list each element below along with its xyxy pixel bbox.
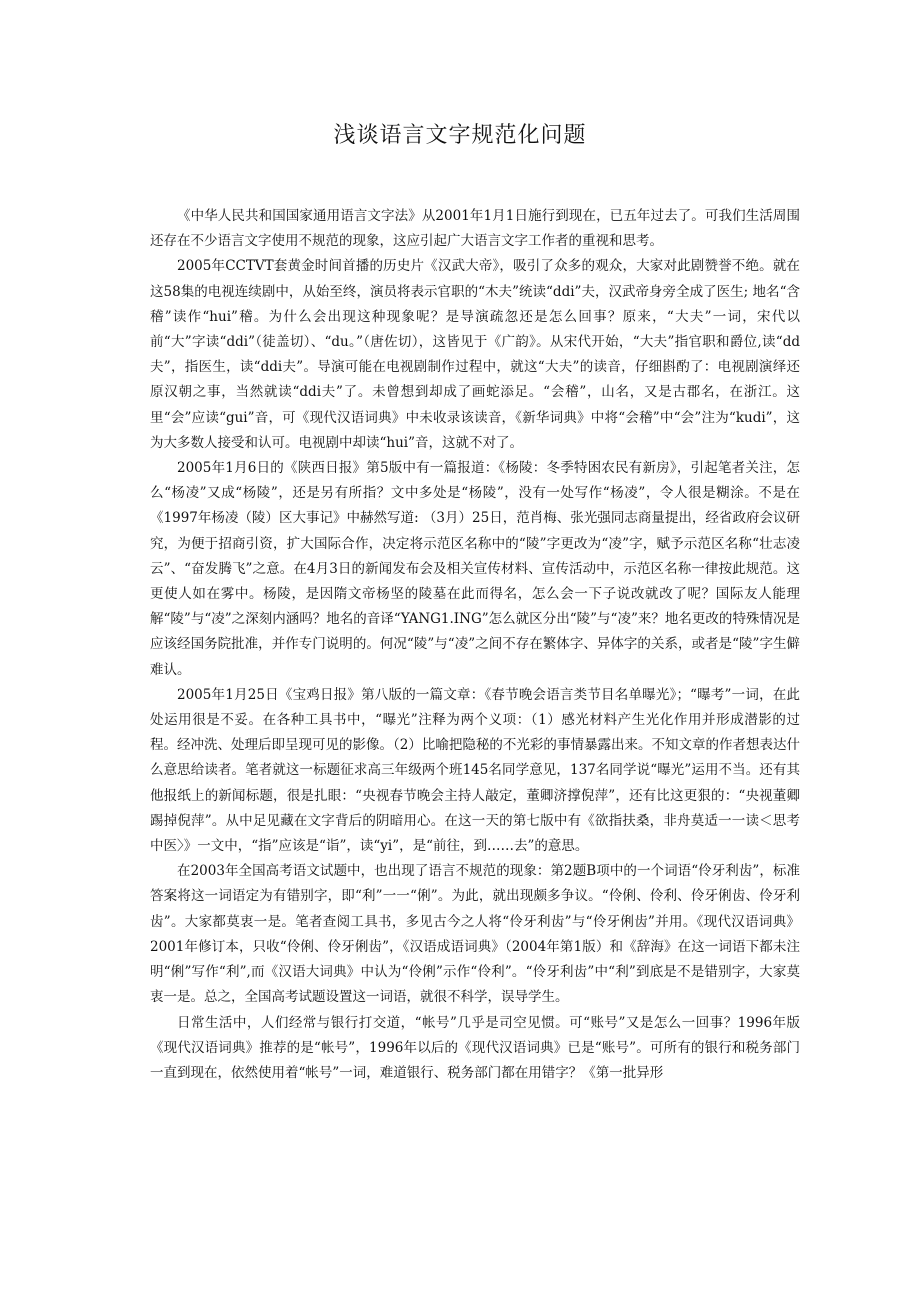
paragraph: 2005年CCTVT套黄金时间首播的历史片《汉武大帝》，吸引了众多的观众，大家对此剧赞誉不绝。就在这58集的电视连续剧中，从始至终，演员将表示官职的“木夫”统读“ddi”夫，汉武帝身旁全成了医生; 地名“含稽”读作“hui”稽。为什么会出现这种现象呢？是导演疏忽还是怎么回事？原来，“大夫”一词，宋代以前“大”字读“ddi”（徒盖切）、“du。”（唐佐切），这皆见于《广韵》。从宋代开始，“大夫”指官职和爵位,读“dd夫”，指医生，读“ddi夫”。导演可能在电视剧制作过程中，就这“大夫”的读音，仔细斟酌了：电视剧演绎还原汉朝之事，当然就读“ddi夫”了。未曾想到却成了画蛇添足。“会稽”，山名，又是古郡名，在浙江。这里“会”应读“gui”音，可《现代汉语词典》中未收录该读音，《新华词典》中将“会稽”中“会”注为“kudi”，这为大多数人接受和认可。电视剧中却读“hui”音，这就不对了。: [150, 258, 800, 451]
document-body: [150, 204, 800, 1086]
paragraph: 日常生活中，人们经常与银行打交道，“帐号”几乎是司空见惯。可“账号”又是怎么一回事？1996年版《现代汉语词典》推荐的是“帐号”，1996年以后的《现代汉语词典》已是“账号”。可所有的银行和税务部门一直到现在，依然使用着“帐号”一词，难道银行、税务部门都在用错字？《第一批异形: [150, 1014, 800, 1081]
paragraph: 2005年1月25日《宝鸡日报》第八版的一篇文章：《春节晚会语言类节目名单曝光》；“曝考”一词，在此处运用很是不妥。在各种工具书中，“曝光”注释为两个义项：（1）感光材料产生光化作用并形成潜影的过程。经冲洗、处理后即呈现可见的影像。（2）比喻把隐秘的不光彩的事情暴露出来。不知文章的作者想表达什么意思给读者。笔者就这一标题征求高三年级两个班145名同学意见，137名同学说“曝光”运用不当。还有其他报纸上的新闻标题，很是扎眼：“央视春节晚会主持人敲定，董卿济撑倪萍”，还有比这更狠的：“央视董卿踢掉倪萍”。从中足见藏在文字背后的阴暗用心。在这一天的第七版中有《欲指扶桑，非舟莫适一一读＜思考中医〉》一文中，“指”应该是“诣”，读“yi”，是“前往，到……去”的意思。: [150, 686, 800, 855]
paragraph: 《中华人民共和国国家通用语言文字法》从2001年1月1日施行到现在，已五年过去了。可我们生活周围还存在不少语言文字使用不规范的现象，这应引起广大语言文字工作者的重视和思考。: [150, 208, 800, 250]
paragraph: 在2003年全国高考语文试题中，也出现了语言不规范的现象：第2题B项中的一个词语“伶牙利齿”，标准答案将这一词语定为有错别字，即“利”一一“俐”。为此，就出现颇多争议。“伶俐、伶利、伶牙俐齿、伶牙利齿”。大家都莫衷一是。笔者查阅工具书，多见古今之人将“伶牙利齿”与“伶牙俐齿”并用。《现代汉语词典》2001年修订本，只收“伶俐、伶牙俐齿”，《汉语成语词典》（2004年第1版）和《辞海》在这一词语下都未注明“俐”写作“利”,而《汉语大词典》中认为“伶俐”示作“伶利”。“伶牙利齿”中“利”到底是不是错别字，大家莫衷一是。总之，全国高考试题设置这一词语，就很不科学，误导学生。: [150, 863, 800, 1006]
paragraph: 2005年1月6日的《陕西日报》第5版中有一篇报道：《杨陵：冬季特困农民有新房》，引起笔者关注，怎么“杨凌”又成“杨陵”，还是另有所指？文中多处是“杨陵”，没有一处写作“杨凌”，令人很是糊涂。不是在《1997年杨凌（陵）区大事记》中赫然写道: （3月）25日，范肖梅、张光强同志商量提出，经省政府会议研究，为便于招商引资，扩大国际合作，决定将示范区名称中的“陵”字更改为“凌”字，赋予示范区名称“壮志凌云”、“奋发腾飞”之意。在4月3日的新闻发布会及相关宣传材料、宣传活动中，示范区名称一律按此规范。这更使人如在雾中。杨陵，是因隋文帝杨坚的陵墓在此而得名，怎么会一下子说改就改了呢？国际友人能理解“陵”与“凌”之深刻内涵吗？地名的音译“YANG1.ING”怎么就区分出“陵”与“凌”来？地名更改的特殊情况是应该经国务院批准，并作专门说明的。何况“陵”与“凌”之间不存在繁体字、异体字的关系，或者是“陵”字生僻难认。: [150, 460, 800, 678]
document-title: 浅谈语言文字规范化问题: [333, 123, 587, 148]
